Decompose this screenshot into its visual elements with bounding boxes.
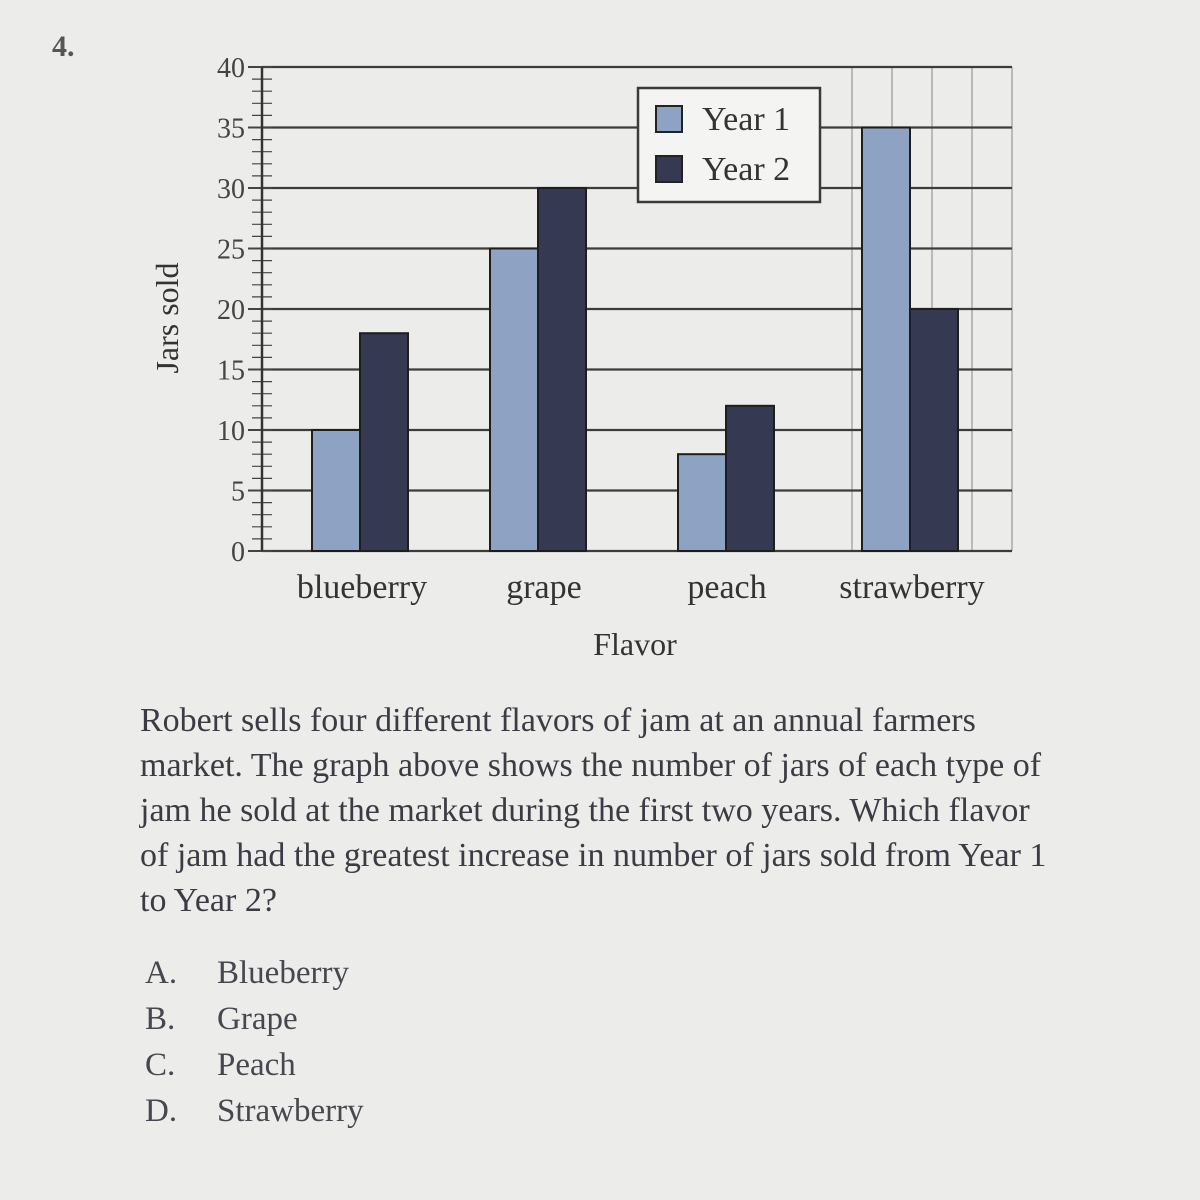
- choice-letter: A.: [145, 955, 178, 991]
- legend-swatch-year-1: [656, 106, 682, 132]
- bar-grape-year-1: [490, 249, 538, 552]
- x-tick-label-grape: grape: [506, 569, 582, 606]
- legend-label-year-2: Year 2: [702, 151, 791, 188]
- bar-peach-year-1: [678, 454, 726, 551]
- bar-strawberry-year-1: [862, 128, 910, 552]
- answer-choices: [145, 950, 364, 1134]
- y-tick-label: 20: [217, 295, 245, 326]
- y-tick-label: 25: [217, 234, 245, 266]
- bar-blueberry-year-2: [360, 333, 408, 551]
- question-number: 4.: [52, 30, 75, 63]
- bar-blueberry-year-1: [312, 430, 360, 551]
- choice-b[interactable]: [145, 996, 364, 1042]
- choice-a[interactable]: [145, 950, 364, 996]
- choice-letter: C.: [145, 1047, 176, 1083]
- y-tick-label: 15: [217, 355, 245, 387]
- legend: [638, 88, 820, 202]
- y-tick-label: 10: [217, 416, 245, 447]
- bar-peach-year-2: [726, 406, 774, 551]
- legend-label-year-1: Year 1: [702, 101, 791, 138]
- choice-c[interactable]: [145, 1042, 364, 1088]
- choice-text: Grape: [217, 1001, 298, 1037]
- y-axis: [217, 53, 272, 568]
- legend-swatch-year-2: [656, 156, 682, 182]
- y-axis-title: Jars sold: [149, 262, 185, 374]
- x-tick-label-peach: peach: [687, 569, 767, 606]
- x-axis-labels: [297, 569, 985, 606]
- y-tick-label: 40: [217, 53, 245, 84]
- x-axis-title: Flavor: [593, 626, 677, 662]
- bar-strawberry-year-2: [910, 309, 958, 551]
- y-tick-label: 5: [231, 476, 245, 508]
- bar-grape-year-2: [538, 188, 586, 551]
- question-text: Robert sells four different flavors of jam at an annual farmers market. The graph above shows the number of jars of each type of jam he sold at the market during the first two years. Which flavor of jam had the greatest increase in number of jars sold from Year 1 to Year 2?: [140, 702, 1047, 919]
- choice-text: Peach: [217, 1047, 296, 1083]
- choice-letter: B.: [145, 1001, 176, 1037]
- choice-d[interactable]: [145, 1088, 364, 1134]
- choice-text: Strawberry: [217, 1093, 364, 1129]
- bars: [312, 128, 958, 552]
- x-tick-label-blueberry: blueberry: [296, 569, 428, 606]
- y-tick-label: 30: [217, 174, 245, 205]
- y-tick-label: 35: [217, 113, 245, 145]
- x-tick-label-strawberry: strawberry: [839, 569, 985, 606]
- y-tick-label: 0: [231, 537, 245, 568]
- choice-text: Blueberry: [217, 955, 349, 991]
- choice-letter: D.: [145, 1093, 178, 1129]
